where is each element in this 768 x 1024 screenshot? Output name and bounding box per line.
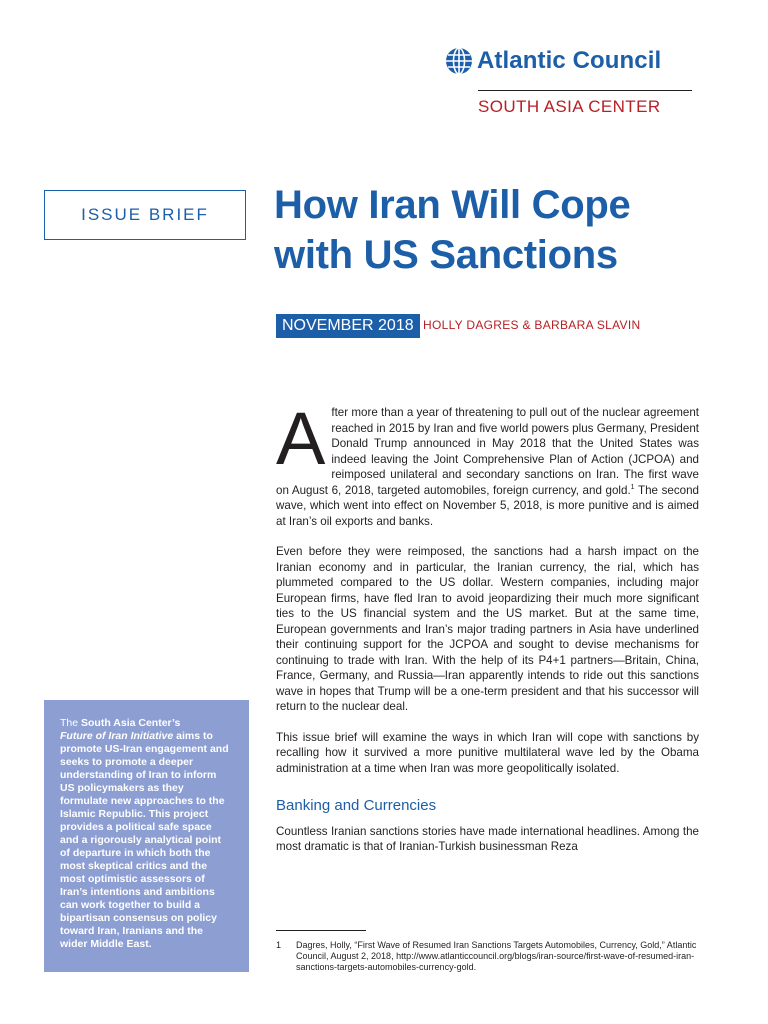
initiative-sidebar [44,700,249,972]
title-line-2: with US Sanctions [274,233,618,277]
atlantic-council-logo [444,46,694,116]
globe-icon [444,46,474,76]
title-line-1: How Iran Will Cope [274,183,631,227]
footnote-ref-1[interactable]: 1 [630,483,635,491]
footnote [276,940,700,973]
org-center: SOUTH ASIA CENTER [478,97,661,116]
paragraph-4: Countless Iranian sanctions stories have made international headlines. Among the most dramatic is that of Iranian-Turkish businessman Reza [276,824,699,853]
paragraph-2: Even before they were reimposed, the sanctions had a harsh impact on the Iranian economy and in particular, the Iranian currency, the rial, which has plummeted compared to the US dollar. Western companies, including major European firms, have fled Iran to avoid jeopardizing their much more significant ties to the US financial system and the US market. But at the same time, European governments and Iran’s major trading partners in Asia have underlined their continuing support for the JCPOA and sought to devise mechanisms for continuing to trade with Iran. With the help of its P4+1 partners—Britain, China, France, Germany, and Russia—Iran apparently intends to ride out this sanctions wave in hopes that Trump will be a one-term president and that his successor will return to the nuclear deal. [276,545,699,713]
footnote-text: Dagres, Holly, “First Wave of Resumed Iran Sanctions Targets Automobiles, Currency, Gold,” Atlantic Council, August 2, 2018, http://www.atlanticcouncil.org/blogs/iran-source/first-wave-of-resumed-iran-sanctions-targets-automobiles-currency-gold. [296,940,697,972]
footnote-divider [276,930,366,931]
sidebar-org: South Asia Center’s [81,717,181,729]
sidebar-text: aims to promote US-Iran engagement and seeks to promote a deeper understanding of Iran to inform US policymakers as they formulate new approaches to the Islamic Republic. This project provides a political safe space and a rigorously analytical point of departure in which both the most skeptical critics and the most optimistic assessors of Iran’s intentions and ambitions can work together to build a bipartisan consensus on policy toward Iran, Iranians and the wider Middle East. [60,730,229,950]
sidebar-initiative: Future of Iran Initiative [60,730,174,742]
logo-divider [478,90,692,91]
drop-cap: A [276,397,326,480]
issue-brief-label: ISSUE BRIEF [81,205,209,224]
footnote-number: 1 [276,940,282,950]
sidebar-lead: The [60,717,82,729]
article-body [276,397,699,870]
authors: HOLLY DAGRES & BARBARA SLAVIN [423,318,641,332]
paragraph-1-tail: The second wave, which went into effect on November 5, 2018, is more punitive and is aimed at Iran’s oil exports and banks. [276,483,699,528]
paragraph-1 [276,397,699,529]
org-name: Atlantic Council [477,47,662,74]
publication-date: NOVEMBER 2018 [276,314,420,338]
paragraph-3: This issue brief will examine the ways in which Iran will cope with sanctions by recalling how it survived a more punitive multilateral wave led by the Obama administration at a time when Iran was more geopolitically isolated. [276,730,699,775]
section-heading: Banking and Currencies [276,797,437,814]
issue-brief-badge [44,190,246,240]
paragraph-1-text: fter more than a year of threatening to pull out of the nuclear agreement reached in 2015 by Iran and five world powers plus Germany, President Donald Trump announced in May 2018 that the United States was indeed leaving the Joint Comprehensive Plan of Action (JCPOA) and reimposed unilateral and secondary sanctions on Iran. The first wave on August 6, 2018, targeted automobiles, foreign currency, and gold. [276,406,699,497]
page-title [274,180,754,280]
